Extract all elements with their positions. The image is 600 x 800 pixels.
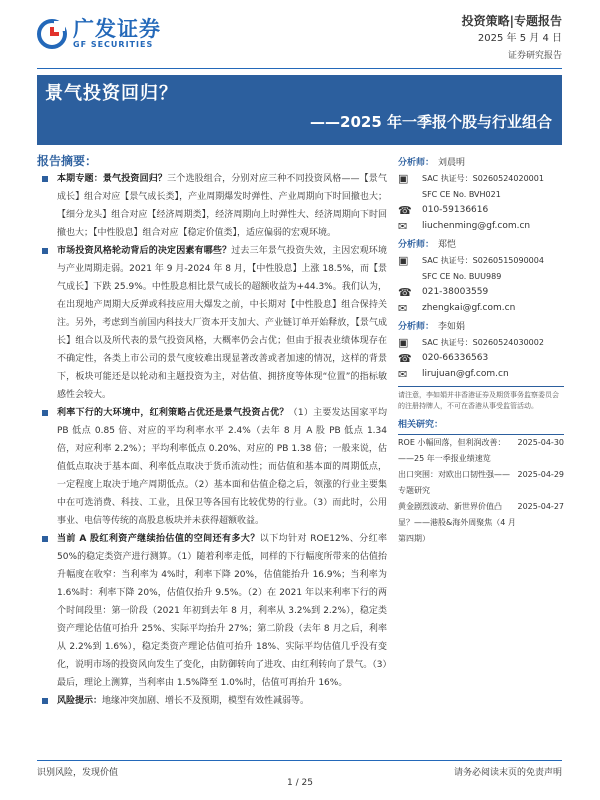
analyst-sac: SAC 执证号：S0260524030002 [422,337,544,347]
related-title[interactable]: ROE 小幅回落，但利润改善：——25 年一季报业绩速览 [398,438,506,463]
report-dept: 证券研究报告 [507,51,562,61]
paragraph-text: 三个选股组合，分别对应三种不同投资风格——【景气成长】组合对应【景气成长类】，产业周期爆发时弹性、产业周期向下时回撤也大；【细分龙头】组合对应【经济周期类】，经济周期向上时弹性大、经济周期向下时回撤也大；【中性股息】组合对应【稳定价值类】，适应偏弱的宏观环境。 [57,174,387,238]
id-card-icon: ▣ [398,171,409,185]
square-bullet-icon [42,536,48,542]
summary-paragraph [37,530,387,692]
mail-icon: ✉ [398,367,408,381]
analyst-email[interactable]: liuchenming@gf.com.cn [422,221,531,231]
footer-slogan: 识别风险，发现价值 [37,768,119,778]
report-date: 2025 年 5 月 4 日 [477,33,562,44]
related-date: 2025-04-29 [517,470,564,479]
analyst-sfc: SFC CE No. BUU989 [422,271,502,281]
related-item[interactable] [398,467,564,499]
analyst-name: 郑恺 [438,239,457,250]
analyst-phone: 021-38003559 [422,287,489,297]
phone-icon: ☎ [398,203,412,217]
related-research [398,418,564,547]
paragraph-text: 过去三年景气投资失效，主因宏观环境与产业周期走弱。2021 年 9 月-2024 年 8 月，【中性股息】上涨 18.5%，而【景气成长】下跌 25.9%。中性股息相比景气成长的超额收益为+44.3%。我们认为，在出现地产周期大反弹或科技应用大爆发之前，中长期对【中性股息】组合保持关注。另外，考虑到当前国内科技大厂资本开支加大、产业链订单开始释放，【景气成长】组合以及所代表的景气投资风格，大概率仍会占优；但由于报表业绩体现存在不确定性，各类上市公司的景气度较难出现显著改善或者加速的情况，这样的背景下，板块可能还是以轮动和主题投资为主，对估值、拥挤度等体现“位置”的指标敏感性会较大。 [57,246,387,400]
company-logo [37,18,161,49]
related-date: 2025-04-27 [517,502,564,511]
summary-paragraph [37,692,387,710]
report-title: 景气投资回归？ [45,83,178,104]
paragraph-lead: 当前 A 股红利资产继续抬估值的空间还有多大？ [57,534,260,544]
analyst-email[interactable]: lirujuan@gf.com.cn [422,369,509,379]
analyst-card [398,152,564,234]
phone-icon: ☎ [398,351,412,365]
header-divider [37,68,562,69]
paragraph-text: （1）主要发达国家平均 PB 低点 0.85 倍、对应的平均利率水平 2.4%（去年 8 月 A 股 PB 低点 1.34 倍，对应利率 2.2%）；平均利率低点 0.20%、对应的 PB 1.38 倍；一般来说，估值低点取决于基本面、利率低点取决于货币流动性；而估值和基本面的周期低点，一定程度上取决于地产周期低点。（2）基本面和估值企稳之后，领涨的行业主要集中在可选消费、科技、工业，且保卫等各国有比较优势的行业。（3）而此时，公用事业、电信等传统的高股息板块并未获得超额收益。 [57,408,387,526]
analyst-panel [398,152,564,412]
logo-en-text: GF SECURITIES [73,40,154,49]
phone-icon: ☎ [398,285,412,299]
summary-paragraph [37,404,387,530]
analyst-role: 分析师： [398,321,435,332]
analyst-role: 分析师： [398,239,435,250]
footer-disclaimer-note: 请务必阅读末页的免责声明 [453,768,562,778]
analyst-role: 分析师： [398,157,435,168]
paragraph-text: 以下均针对 ROE12%、分红率 50%的稳定类资产进行测算。（1）随着利率走低，同样的下行幅度所带来的估值抬升幅度在收窄：当利率为 4%时，利率下降 20%，估值能抬升 16.9%；当利率为 1.6%时：利率下降 20%，估值仅抬升 9.5%。（2）在 2021 年以来利率下行的两个时间段里：第一阶段（2021 年初到去年 8 月，利率从 3.2%到 2.2%），稳定类资产理论估值可抬升 25%、实际平均抬升 27%；第二阶段（去年 8 月之后，利率从 2.2%到 1.6%），稳定类资产理论估值可抬升 18%、实际平均估值几乎没有变化，说明市场的投资风向发生了变化，由防御转向了进攻、由红利转向了景气。（3）最后，理论上测算，当利率由 1.5%降至 1.0%时，估值可再抬升 16%。 [57,534,388,688]
report-header [0,0,600,72]
report-subtitle: ——2025 年一季报个股与行业组合 [310,113,552,131]
square-bullet-icon [42,698,48,704]
paragraph-lead: 风险提示： [57,696,103,706]
mail-icon: ✉ [398,301,408,315]
analyst-email[interactable]: zhengkai@gf.com.cn [422,303,516,313]
title-band [37,75,562,145]
analyst-disclaimer: 请注意，李如娟并非香港证券及期货事务监察委员会的注册持牌人，不可在香港从事受监管活动。 [398,386,564,412]
mail-icon: ✉ [398,219,408,233]
summary-body [37,170,387,710]
analyst-phone: 010-59136616 [422,205,489,215]
square-bullet-icon [42,410,48,416]
summary-paragraph [37,170,387,242]
paragraph-lead: 市场投资风格轮动背后的决定因素有哪些？ [57,246,232,256]
paragraph-text: 地缘冲突加剧、增长不及预期，模型有效性减弱等。 [102,696,310,706]
square-bullet-icon [42,248,48,254]
analyst-card [398,234,564,316]
paragraph-lead: 利率下行的大环境中，红利策略占优还是景气投资占优？ [57,408,289,418]
related-date: 2025-04-30 [517,438,564,447]
analyst-sfc: SFC CE No. BVH021 [422,189,501,199]
analyst-sac: SAC 执证号：S0260515090004 [422,255,544,265]
summary-heading: 报告摘要： [37,154,98,168]
id-card-icon: ▣ [398,253,409,267]
summary-paragraph [37,242,387,404]
related-title[interactable]: 出口突围：对欧出口韧性强——专题研究 [398,470,510,495]
analyst-sac: SAC 执证号：S0260524020001 [422,173,544,183]
square-bullet-icon [42,176,48,182]
id-card-icon: ▣ [398,335,409,349]
report-type: 投资策略|专题报告 [461,14,562,28]
footer-divider [37,760,562,761]
related-item[interactable] [398,499,564,547]
related-title[interactable]: 黄金剧烈波动、新世界价值凸显？——港股&海外周聚焦（4 月第四期） [398,502,516,543]
related-heading: 相关研究： [398,418,564,435]
analyst-name: 李如娟 [438,321,466,332]
gf-logo-icon [37,19,67,49]
analyst-name: 刘晨明 [438,157,466,168]
analyst-phone: 020-66336563 [422,353,489,363]
logo-cn-text: 广发证券 [73,17,161,41]
related-item[interactable] [398,435,564,467]
page-number: 1 / 25 [287,778,313,788]
paragraph-lead: 本期专题：景气投资回归？ [57,174,168,184]
analyst-card [398,316,564,382]
